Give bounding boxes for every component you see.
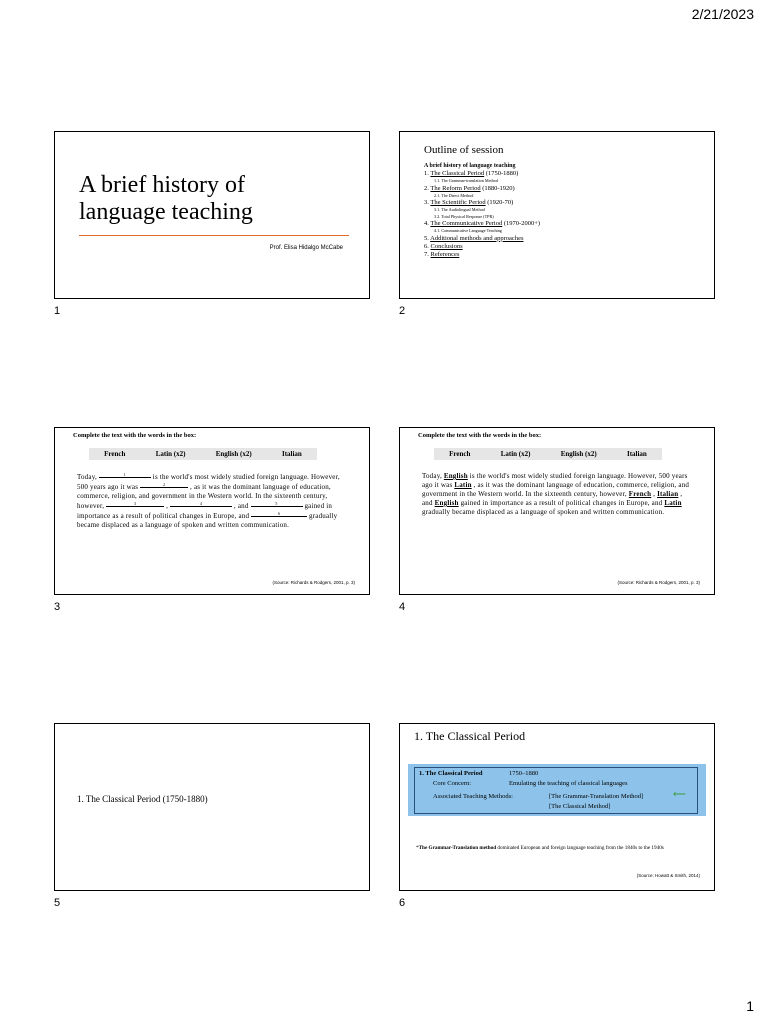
- word-italian: Italian: [626, 450, 647, 458]
- outline-list: [424, 162, 540, 259]
- slide-label-1: 1: [54, 305, 61, 317]
- blank-1: 1: [99, 472, 151, 478]
- answer-2: Latin: [454, 481, 472, 489]
- blank-6: 6: [251, 511, 307, 517]
- word-french: French: [449, 450, 471, 458]
- blank-4: 4: [170, 501, 232, 507]
- answer-6: Latin: [664, 499, 682, 507]
- exercise-instruction: Complete the text with the words in the box:: [418, 432, 542, 439]
- slide-label-2: 2: [399, 305, 406, 317]
- exercise-source: (Source: Richards & Rodgers, 2001, p. 3): [272, 580, 355, 585]
- outline-item: 3. The Scientific Period (1920-70): [424, 199, 514, 206]
- slide-6-source: (Source: Howatt & Smith, 2014): [636, 873, 700, 878]
- title-line-1: A brief history of: [79, 172, 245, 198]
- outline-item: 6. Conclusions: [424, 242, 463, 250]
- slide-label-3: 3: [54, 601, 61, 613]
- slide-label-4: 4: [399, 601, 406, 613]
- period-years: 1750–1880: [509, 770, 539, 777]
- blank-2: 2: [140, 482, 188, 488]
- title-divider: [79, 235, 349, 236]
- word-french: French: [104, 450, 126, 458]
- method-classical: [The Classical Method]: [549, 803, 611, 810]
- slide-5: [54, 723, 370, 891]
- section-title: 1. The Classical Period (1750-1880): [77, 794, 208, 804]
- footnote: *The Grammar-Translation method dominated European and foreign language teaching from the 1840s to the 1940s: [416, 845, 664, 851]
- word-latin: Latin (x2): [500, 450, 531, 458]
- answer-1: English: [443, 472, 468, 480]
- outline-heading: A brief history of language teaching: [424, 163, 516, 169]
- outline-subitem: 1.1. The Grammar-translation Method: [434, 178, 498, 183]
- exercise-answer-text: Today, English is the world's most widely studied foreign language. However, 500 years ago it was Latin , as it was the dominant language of education, commerce, religion, and government in the Western world. In the sixteenth century, however, French , Italian , and English gained in importance as a result of political changes in Europe, and Latin gradually became displaced as a language of spoken and written communication.: [422, 472, 690, 516]
- concern-label: Core Concern:: [433, 780, 472, 787]
- slide-4: [399, 427, 715, 595]
- slide-1: [54, 131, 370, 299]
- author: Prof. Elisa Hidalgo McCabe: [269, 245, 343, 251]
- slide-2: [399, 131, 715, 299]
- slide-3: [54, 427, 370, 595]
- slide-1-title: [79, 172, 253, 226]
- page-number: 1: [746, 998, 754, 1014]
- blank-3: 3: [106, 501, 164, 507]
- method-grammar-translation: [The Grammar-Translation Method]: [549, 793, 644, 800]
- period-label: 1. The Classical Period: [419, 770, 483, 777]
- methods-label: Associated Teaching Methods:: [433, 793, 513, 800]
- arrow-left-icon: ⟵: [673, 789, 686, 799]
- outline-subitem: 4.1. Communicative Language Teaching: [434, 228, 502, 233]
- word-english: English (x2): [215, 450, 252, 458]
- concern-value: Emulating the teaching of classical languages: [509, 780, 628, 787]
- outline-subitem: 3.2. Total Physical Response (TPR): [434, 213, 494, 219]
- period-box: [414, 767, 698, 814]
- word-box: [89, 448, 317, 460]
- print-date: 2/21/2023: [691, 6, 754, 22]
- exercise-instruction: Complete the text with the words in the box:: [73, 432, 197, 439]
- slide-label-5: 5: [54, 897, 61, 909]
- period-panel: [408, 764, 706, 816]
- exercise-text: Today, 1 is the world's most widely studied foreign language. However, 500 years ago it was 2 , as it was the dominant language of education, commerce, religion, and government in the Western world. In the sixteenth century, however, 3 , 4 , and 5 gained in importance as a result of political changes in Europe, and 6 gradually became displaced as a language of spoken and written communication.: [77, 472, 340, 529]
- slide-6: [399, 723, 715, 891]
- outline-item: 5. Additional methods and approaches: [424, 234, 524, 242]
- exercise-source: (Source: Richards & Rodgers, 2001, p. 3): [617, 580, 700, 585]
- title-line-2: language teaching: [79, 199, 253, 225]
- slide-6-title: 1. The Classical Period: [414, 729, 526, 743]
- word-latin: Latin (x2): [155, 450, 186, 458]
- answer-4: Italian: [657, 490, 679, 498]
- answer-3: French: [628, 490, 652, 498]
- slide-2-title: Outline of session: [424, 144, 504, 156]
- outline-subitem: 2.1. The Direct Method: [434, 192, 474, 198]
- outline-item: 4. The Communicative Period (1970-2000+): [424, 220, 541, 227]
- word-box: [434, 448, 662, 460]
- slide-label-6: 6: [399, 897, 406, 909]
- outline-item: 1. The Classical Period (1750-1880): [424, 170, 519, 177]
- outline-subitem: 3.1. The Audiolingual Method: [434, 207, 485, 212]
- outline-item: 2. The Reform Period (1880-1920): [424, 184, 515, 192]
- outline-item: 7. References: [424, 250, 460, 258]
- word-italian: Italian: [281, 450, 302, 458]
- answer-5: English: [434, 499, 459, 507]
- word-english: English (x2): [560, 450, 597, 458]
- blank-5: 5: [251, 501, 303, 507]
